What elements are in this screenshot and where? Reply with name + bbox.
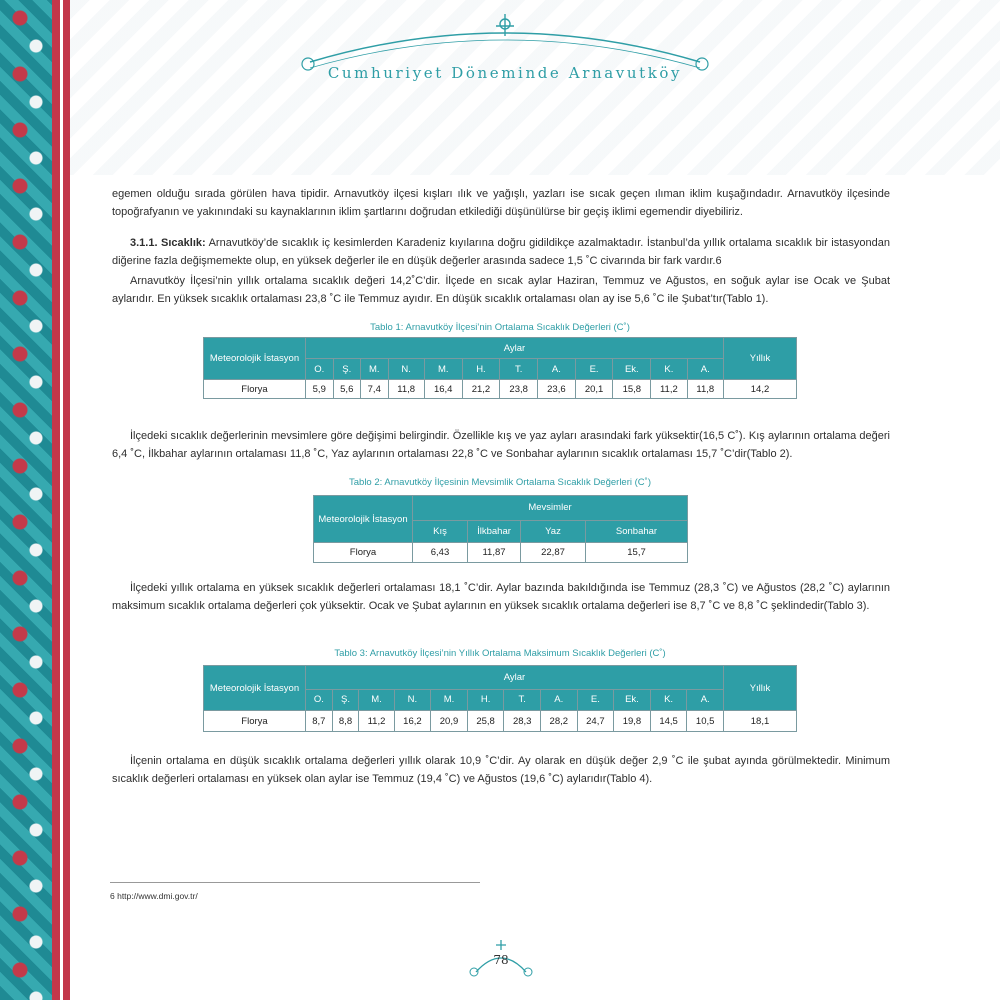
table-row [204, 711, 797, 732]
station-cell: Florya [314, 543, 413, 563]
table-row [204, 380, 797, 399]
paragraph: İlçedeki sıcaklık değerlerinin mevsimlere göre değişimi belirgindir. Özellikle kış ve yaz ayları arasındaki fark yüksektir(16,5 C˚). Kış aylarının ortalama değeri 6,4 ˚C, İlkbahar aylarının ortalaması 11,8 ˚C, Yaz aylarının ortalaması 22,8 ˚C ve Sonbahar aylarının sıcaklık ortalaması 15,7 ˚C’dir(Tablo 2). [112, 430, 890, 460]
section-heading: 3.1.1. Sıcaklık: [130, 237, 206, 249]
value-cell: 25,8 [467, 711, 504, 732]
value-cell: 11,8 [388, 380, 424, 399]
value-cell: 5,9 [306, 380, 334, 399]
season-header: İlkbahar [468, 520, 521, 542]
value-cell: 8,7 [306, 711, 333, 732]
value-cell: 28,3 [504, 711, 541, 732]
value-cell: 14,5 [650, 711, 687, 732]
month-header: E. [577, 689, 614, 710]
months-group-header: Aylar [306, 338, 724, 359]
month-header: K. [650, 689, 687, 710]
month-header: A. [538, 359, 576, 380]
max-temperature-table [203, 665, 797, 732]
station-header: Meteorolojik İstasyon [204, 338, 306, 380]
value-cell: 11,8 [687, 380, 723, 399]
season-header: Sonbahar [586, 520, 688, 542]
running-header-title: Cumhuriyet Döneminde Arnavutköy [327, 64, 683, 82]
seasonal-table [313, 495, 688, 563]
month-header: M. [424, 359, 462, 380]
station-cell: Florya [204, 711, 306, 732]
month-header: A. [540, 689, 577, 710]
value-cell: 5,6 [333, 380, 361, 399]
value-cell: 16,2 [394, 711, 431, 732]
paragraph: egemen olduğu sırada görülen hava tipidir. Arnavutköy ilçesi kışları ılık ve yağışlı, yazları ise sıcak geçen ılıman iklim kuşağındadır. Arnavutköy ilçesinde topoğrafyanın ve yakınındaki su kaynaklarının iklim şartlarını doğrudan etkilediği düşünülürse bir geçiş iklimi egemendir diyebiliriz. [112, 188, 890, 218]
month-header: A. [687, 689, 724, 710]
value-cell: 6,43 [413, 543, 468, 563]
paragraph [112, 235, 890, 270]
value-cell: 11,2 [651, 380, 687, 399]
value-cell: 23,6 [538, 380, 576, 399]
month-header: O. [306, 689, 333, 710]
value-cell: 15,7 [586, 543, 688, 563]
value-cell: 23,8 [500, 380, 538, 399]
value-cell: 21,2 [462, 380, 500, 399]
month-header: Ş. [332, 689, 359, 710]
month-header: K. [651, 359, 687, 380]
paragraph: İlçedeki yıllık ortalama en yüksek sıcaklık değerleri ortalaması 18,1 ˚C’dir. Aylar bazında bakıldığında ise Temmuz (28,3 ˚C) ve Ağustos (28,2 ˚C) aylarının maksimum sıcaklık ortalama değerleri çok yüksektir. Ocak ve Şubat aylarının en yüksek sıcaklık ortalama değerleri ise 8,7 ˚C ve 8,8 ˚C şeklindedir(Tablo 3). [112, 582, 890, 612]
month-header: E. [575, 359, 613, 380]
value-cell: 10,5 [687, 711, 724, 732]
months-group-header: Aylar [306, 666, 724, 690]
page-header [270, 14, 740, 104]
month-header: Ek. [613, 359, 651, 380]
season-header: Kış [413, 520, 468, 542]
value-cell: 16,4 [424, 380, 462, 399]
month-header: M. [359, 689, 394, 710]
month-header: T. [504, 689, 541, 710]
page-number: 78 [493, 953, 509, 967]
value-cell: 8,8 [332, 711, 359, 732]
table-caption: Tablo 2: Arnavutköy İlçesinin Mevsimlik Ortalama Sıcaklık Değerleri (C˚) [349, 477, 651, 488]
value-cell: 15,8 [613, 380, 651, 399]
paragraph-text: Arnavutköy’de sıcaklık iç kesimlerden Karadeniz kıyılarına doğru gidildikçe azalmaktadır. İstanbul’da yıllık ortalama sıcaklık bir istasyondan diğerine fazla değişmemekte olup, en yüksek değerler ile en düşük değerler arasında sadece 1,5 ˚C civarında bir fark vardır.6 [112, 237, 891, 267]
month-header: N. [394, 689, 431, 710]
month-header: N. [388, 359, 424, 380]
month-header: H. [462, 359, 500, 380]
month-header: Ş. [333, 359, 361, 380]
paragraph: İlçenin ortalama en düşük sıcaklık ortalama değerleri yıllık olarak 10,9 ˚C’dir. Ay olarak en düşük değer 2,9 ˚C ile şubat ayında görülmektedir. Minimum sıcaklık değerleri ortalaması en yüksek olan aylar ise Temmuz (19,4 ˚C) ve Ağustos (19,6 ˚C) aylarıdır(Tablo 4). [112, 755, 890, 785]
season-header: Yaz [521, 520, 586, 542]
station-header: Meteorolojik İstasyon [204, 666, 306, 711]
value-cell: 20,1 [575, 380, 613, 399]
month-header: Ek. [614, 689, 651, 710]
border-strip [52, 0, 60, 1000]
table-caption: Tablo 1: Arnavutköy İlçesi’nin Ortalama Sıcaklık Değerleri (C˚) [370, 322, 630, 333]
station-cell: Florya [204, 380, 306, 399]
table-caption: Tablo 3: Arnavutköy İlçesi’nin Yıllık Ortalama Maksimum Sıcaklık Değerleri (C˚) [334, 648, 666, 659]
value-cell: 28,2 [540, 711, 577, 732]
annual-cell: 14,2 [724, 380, 797, 399]
value-cell: 11,87 [468, 543, 521, 563]
seasons-group-header: Mevsimler [413, 496, 688, 521]
annual-cell: 18,1 [724, 711, 797, 732]
month-header: A. [687, 359, 723, 380]
value-cell: 7,4 [361, 380, 389, 399]
annual-header: Yıllık [724, 338, 797, 380]
table-row [314, 543, 688, 563]
value-cell: 11,2 [359, 711, 394, 732]
border-strip [63, 0, 70, 1000]
month-header: M. [361, 359, 389, 380]
month-header: T. [500, 359, 538, 380]
station-header: Meteorolojik İstasyon [314, 496, 413, 543]
footnote: 6 http://www.dmi.gov.tr/ [110, 891, 198, 901]
annual-header: Yıllık [724, 666, 797, 711]
value-cell: 22,87 [521, 543, 586, 563]
page-number-ornament [466, 940, 536, 980]
paragraph: Arnavutköy İlçesi’nin yıllık ortalama sıcaklık değeri 14,2˚C’dir. İlçede en sıcak aylar Haziran, Temmuz ve Ağustos, en soğuk aylar ise Ocak ve Şubat aylarıdır. En yüksek sıcaklık ortalaması 23,8 ˚C ile Temmuz ayıdır. En düşük sıcaklık ortalaması olan ay ise 5,6 ˚C ile Şubat’tır(Tablo 1). [112, 275, 890, 305]
temperature-table [203, 337, 797, 399]
value-cell: 19,8 [614, 711, 651, 732]
month-header: H. [467, 689, 504, 710]
value-cell: 24,7 [577, 711, 614, 732]
footnote-divider [110, 882, 480, 883]
month-header: M. [431, 689, 468, 710]
value-cell: 20,9 [431, 711, 468, 732]
month-header: O. [306, 359, 334, 380]
